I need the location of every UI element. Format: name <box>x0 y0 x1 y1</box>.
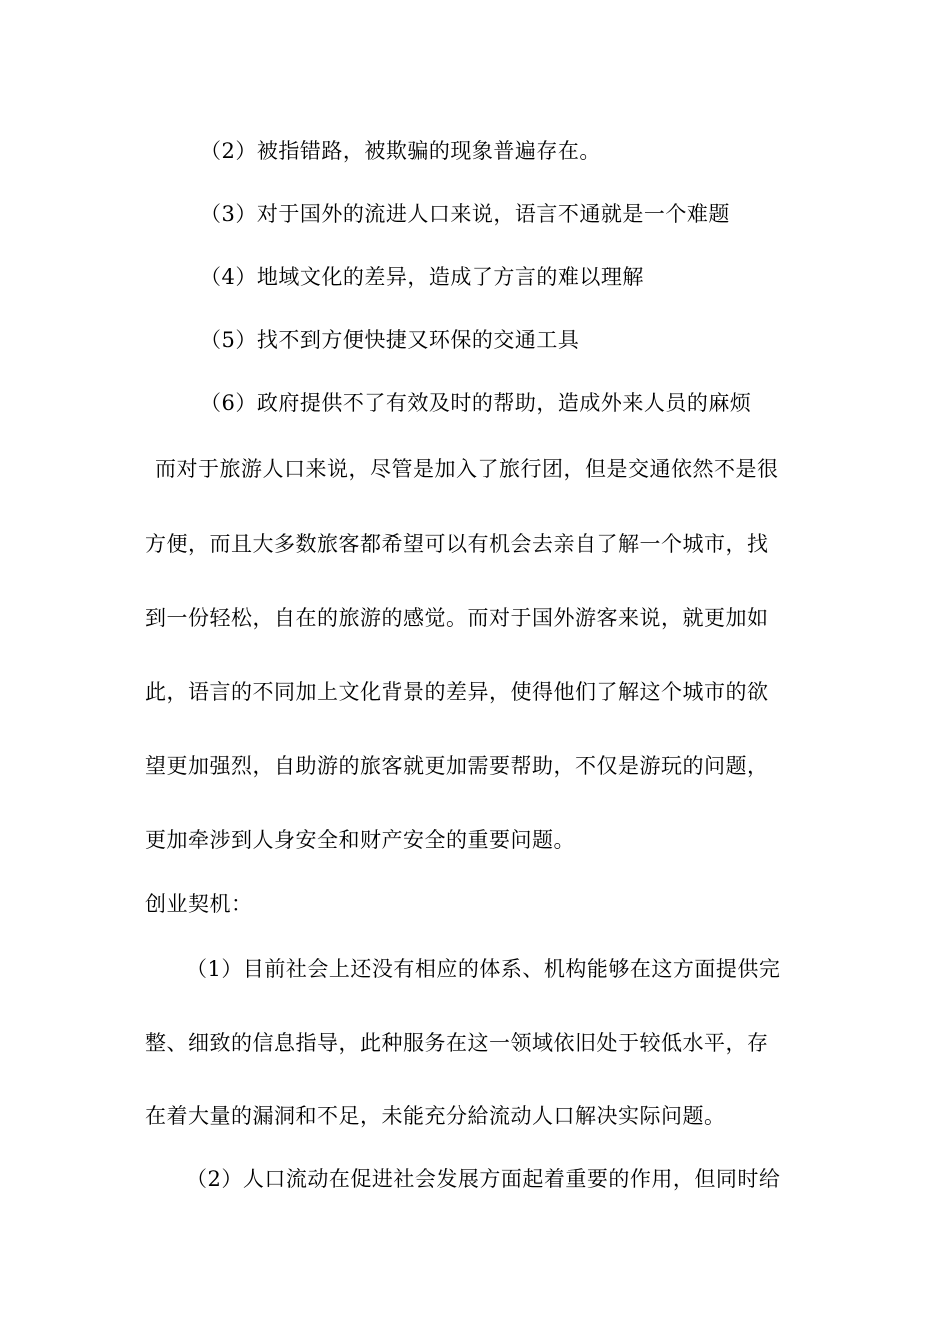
problem-item-5: （5）找不到方便快捷又环保的交通工具 <box>200 328 580 352</box>
tourism-paragraph-line: 望更加强烈，自助游的旅客就更加需要帮助，不仅是游玩的问题， <box>145 754 769 778</box>
section-title: 创业契机： <box>145 892 253 916</box>
opportunity-1-line: 在着大量的漏洞和不足，未能充分給流动人口解决实际问题。 <box>145 1104 726 1128</box>
tourism-paragraph-line: 此，语言的不同加上文化背景的差异，使得他们了解这个城市的欲 <box>145 680 769 704</box>
opportunity-2-line: （2）人口流动在促进社会发展方面起着重要的作用，但同时给 <box>186 1167 781 1191</box>
opportunity-1-line: （1）目前社会上还没有相应的体系、机构能够在这方面提供完 <box>186 957 781 981</box>
tourism-paragraph-line: 更加牵涉到人身安全和财产安全的重要问题。 <box>145 828 575 852</box>
problem-item-6: （6）政府提供不了有效及时的帮助，造成外来人员的麻烦 <box>200 391 752 415</box>
problem-item-3: （3）对于国外的流进人口来说，语言不通就是一个难题 <box>200 202 730 226</box>
opportunity-1-line: 整、细致的信息指导，此种服务在这一领域依旧处于较低水平，存 <box>145 1031 769 1055</box>
tourism-paragraph-line: 到一份轻松，自在的旅游的感觉。而对于国外游客来说，就更加如 <box>145 606 769 630</box>
tourism-paragraph-line: 而对于旅游人口来说，尽管是加入了旅行团，但是交通依然不是很 <box>155 457 779 481</box>
problem-item-4: （4）地域文化的差异，造成了方言的难以理解 <box>200 265 644 289</box>
tourism-paragraph-line: 方便，而且大多数旅客都希望可以有机会去亲自了解一个城市，找 <box>145 532 769 556</box>
problem-item-2: （2）被指错路，被欺骗的现象普遍存在。 <box>200 139 601 163</box>
